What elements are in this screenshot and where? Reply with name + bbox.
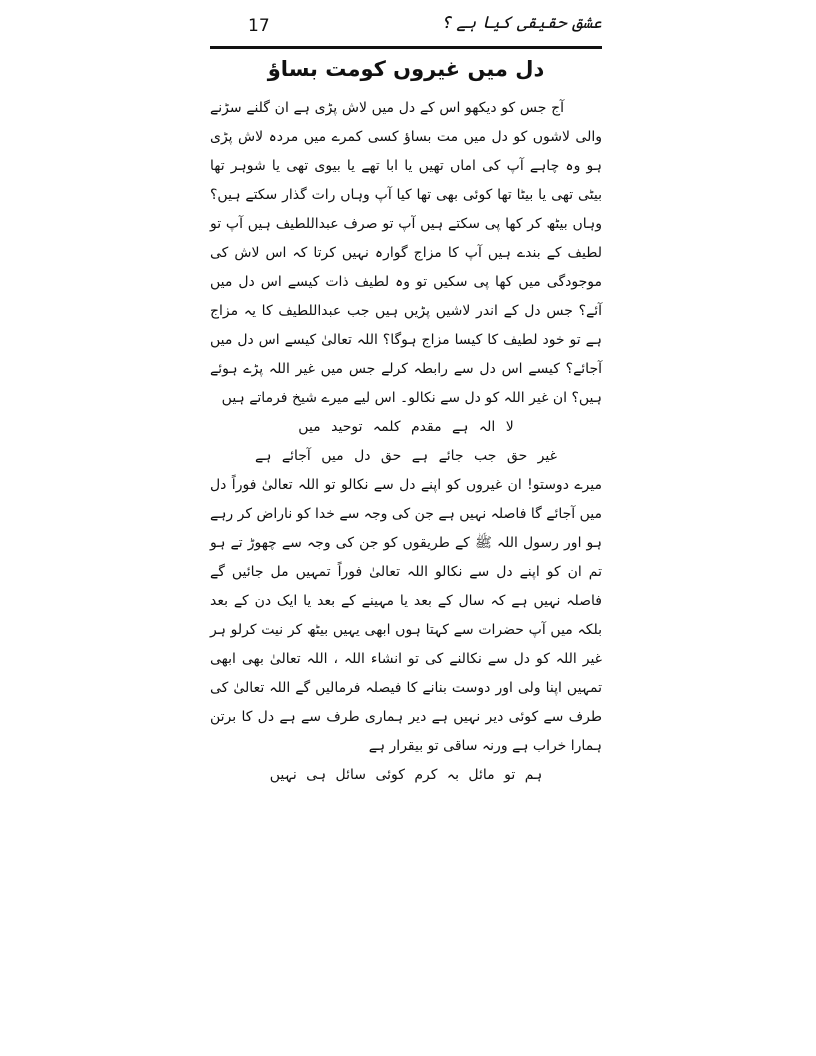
closing-verse: ہم تو مائل بہ کرم کوئی سائل ہی نہیں	[269, 767, 543, 783]
section-heading: دل میں غیروں کومت بساؤ	[267, 57, 545, 81]
paragraph-1	[210, 94, 602, 413]
couplet-line-2: غیر حق جب جائے ہے حق دل میں آجائے ہے	[255, 448, 557, 464]
page-number: 17	[248, 16, 270, 36]
paragraph-1-text: آج جس کو دیکھو اس کے دل میں لاش پڑی ہے ان گلنے سڑنے والی لاشوں کو دل میں مت بساؤ کسی کمرے میں مردہ لاش پڑی ہو وہ چاہے آپ کی اماں تھیں یا ابا تھے یا بیوی تھی یا شوہر تھا بیٹی تھی یا بیٹا تھا کوئی بھی تھا کیا آپ وہاں رات گذار سکتے ہیں؟ وہاں بیٹھ کر کھا پی سکتے ہیں آپ تو صرف عبداللطیف ہیں آپ تو لطیف کے بندے ہیں آپ کا مزاج گوارہ نہیں کرتا کہ اس لاش کی موجودگی میں کھا پی سکیں تو وہ لطیف ذات کیسے اس دل میں آئے؟ جس دل کے اندر لاشیں پڑیں ہیں جب عبداللطیف کا یہ مزاج ہے تو خود لطیف کا کیسا مزاج ہوگا؟ اللہ تعالیٰ کیسے اس دل میں آجائے؟ کیسے اس دل سے رابطہ کرلے جس میں غیر اللہ پڑے ہوئے ہیں؟ ان غیر اللہ کو دل سے نکالو۔ اس لیے میرے شیخ فرماتے ہیں	[210, 100, 602, 406]
page-header	[210, 8, 602, 42]
paragraph-2: میرے دوستو! ان غیروں کو اپنے دل سے نکالو تو اللہ تعالیٰ فوراً دل میں آجائے گا فاصلہ نہیں ہے جن کی وجہ سے خدا کو ناراض کر رہے ہو اور رسول اللہ ﷺ کے طریقوں کو جن کی وجہ سے چھوڑ تے ہو تم ان کو اپنے دل سے نکالو اللہ تعالیٰ فوراً تمہیں مل جائیں گے فاصلہ نہیں ہے کہ سال کے بعد یا مہینے کے بعد یا ایک دن کے بعد بلکہ میں آپ حضرات سے کہتا ہوں ابھی یہیں بیٹھ کر نیت کرلو ہر غیر اللہ کو دل سے نکالنے کی تو انشاء اللہ ، اللہ تعالیٰ بھی ابھی تمہیں اپنا ولی اور دوست بنانے کا فیصلہ فرمالیں گے اللہ تعالیٰ کی طرف سے کوئی دیر نہیں ہے دیر ہماری طرف سے ہے دل کا برتن ہمارا خراب ہے ورنہ ساقی تو بیقرار ہے	[210, 477, 602, 754]
page-content	[210, 54, 602, 790]
running-title: عشق حقیقی کیا ہے ؟	[440, 13, 602, 33]
couplet-line-1: لا الہ ہے مقدم کلمہ توحید میں	[298, 419, 514, 435]
header-rule	[210, 46, 602, 49]
